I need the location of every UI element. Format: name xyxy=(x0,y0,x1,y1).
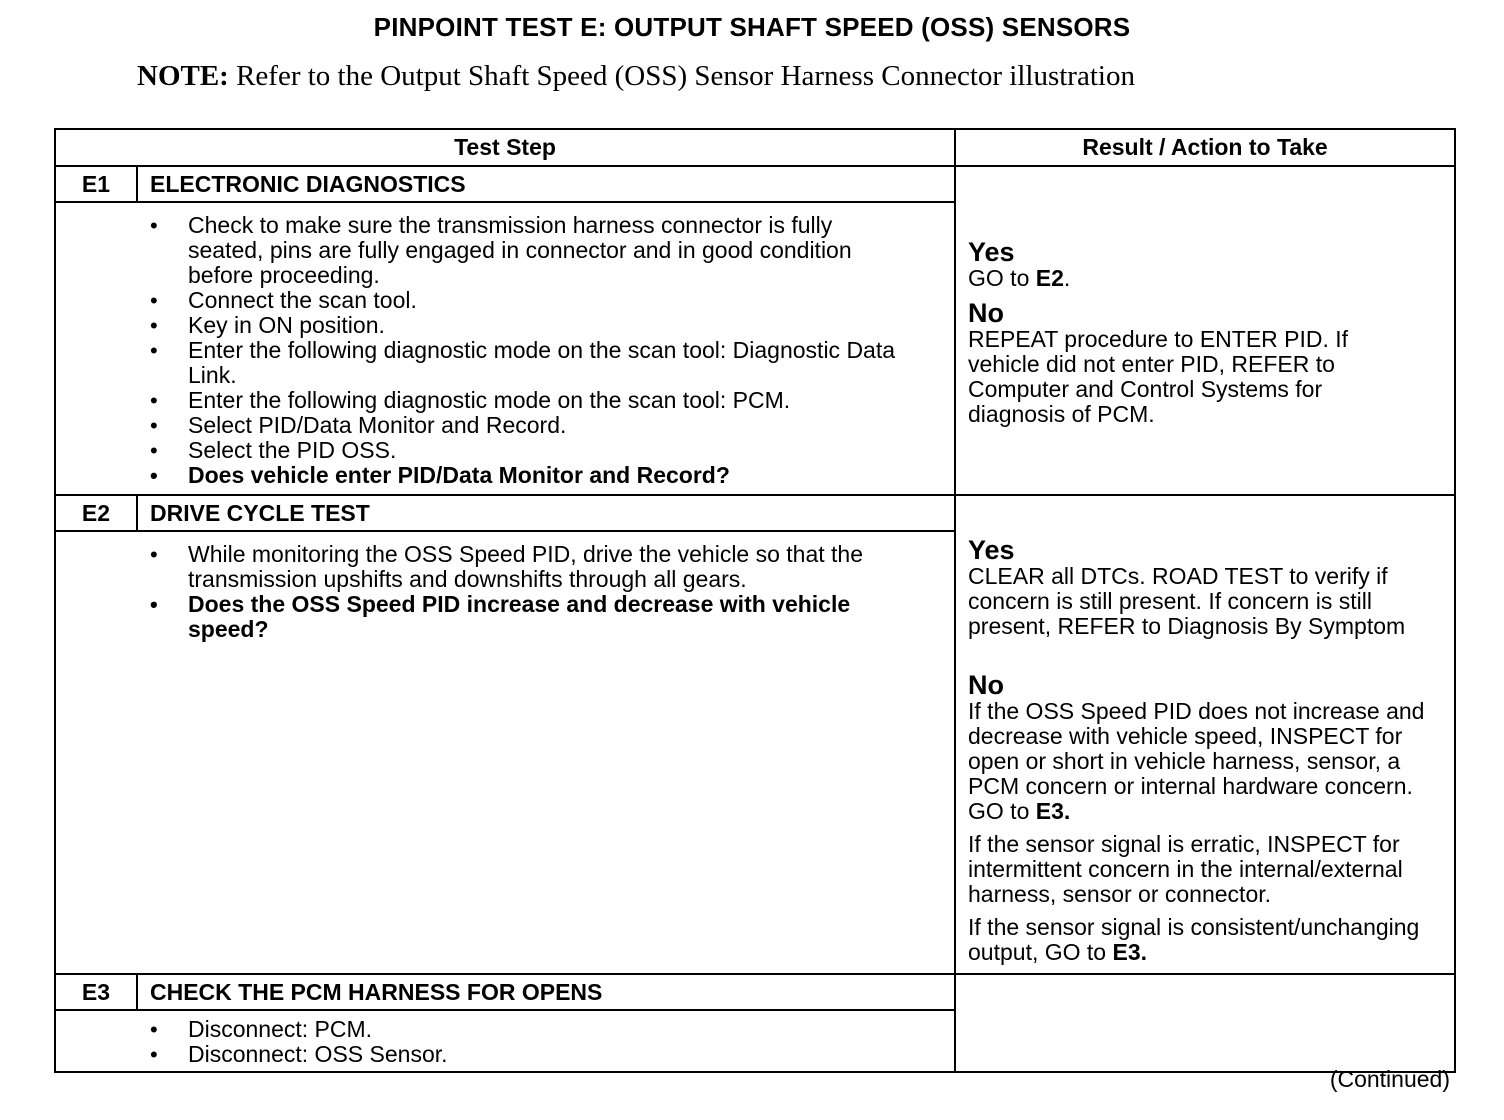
e2-yes-text: CLEAR all DTCs. ROAD TEST to verify if concern is still present. If concern is still present, REFER to Diagnosis By Symptom xyxy=(968,563,1406,639)
step-e2-steps xyxy=(55,531,955,974)
e1-no-text: REPEAT procedure to ENTER PID. If vehicle did not enter PID, REFER to Computer and Control Systems for diagnosis of PCM. xyxy=(968,326,1349,427)
e1-yes-text xyxy=(968,266,1450,291)
step-e1-name: ELECTRONIC DIAGNOSTICS xyxy=(137,166,955,202)
e2-yes-label: Yes xyxy=(968,535,1015,565)
list-item: • Connect the scan tool. xyxy=(56,288,954,313)
result-header: Result / Action to Take xyxy=(955,129,1455,166)
e2-no-p2: If the sensor signal is erratic, INSPECT for intermittent concern in the internal/external harness, sensor or connector. xyxy=(968,831,1403,907)
step-e2-question: • Does the OSS Speed PID increase and decrease with vehicle speed? xyxy=(56,592,954,642)
step-e3-name: CHECK THE PCM HARNESS FOR OPENS xyxy=(137,974,955,1010)
step-e2-result xyxy=(955,495,1455,974)
pinpoint-test-table xyxy=(54,128,1456,1073)
step-e3-id: E3 xyxy=(55,974,137,1010)
list-item: • Select the PID OSS. xyxy=(56,438,954,463)
list-item: • Select PID/Data Monitor and Record. xyxy=(56,413,954,438)
e2-no-label: No xyxy=(968,670,1005,700)
e2-no-p1-text: If the OSS Speed PID does not increase and decrease with vehicle speed, INSPECT for open or short in vehicle harness, sensor, a PCM concern or internal hardware concern. GO to xyxy=(968,698,1425,824)
step-e3-list xyxy=(56,1011,954,1071)
step-e3-steps xyxy=(55,1010,955,1072)
e1-yes-post: . xyxy=(1063,265,1071,291)
e2-no-p3-ref: E3 xyxy=(1112,939,1141,965)
page-title: PINPOINT TEST E: OUTPUT SHAFT SPEED (OSS) SENSORS xyxy=(373,12,1131,42)
e1-no-label: No xyxy=(968,298,1005,328)
note xyxy=(137,60,1135,93)
list-item: • Enter the following diagnostic mode on the scan tool: Diagnostic Data Link. xyxy=(56,338,954,388)
table-header-row xyxy=(55,129,1455,166)
step-e1-steps xyxy=(55,202,955,495)
step-e2-id: E2 xyxy=(55,495,137,531)
step-e3-result xyxy=(955,974,1455,1072)
list-item: • Disconnect: OSS Sensor. xyxy=(56,1042,954,1067)
e1-yes-pre: GO to xyxy=(968,265,1036,291)
continued-label: (Continued) xyxy=(1329,1066,1450,1092)
step-e1-question: • Does vehicle enter PID/Data Monitor and Record? xyxy=(56,463,954,488)
step-e2-title-row xyxy=(55,495,1455,531)
step-e1-id: E1 xyxy=(55,166,137,202)
list-item: • Check to make sure the transmission harness connector is fully seated, pins are fully engaged in connector and in good condition before proceeding. xyxy=(56,213,954,288)
step-e1-list xyxy=(56,203,954,494)
e2-no-p3-post: . xyxy=(1140,939,1148,965)
list-item: • Enter the following diagnostic mode on the scan tool: PCM. xyxy=(56,388,954,413)
note-text: Refer to the Output Shaft Speed (OSS) Sensor Harness Connector illustration xyxy=(228,60,1135,92)
step-e2-list xyxy=(56,532,954,648)
e1-yes-ref: E2 xyxy=(1035,265,1064,291)
step-e1-result xyxy=(955,166,1455,495)
step-e3-title-row xyxy=(55,974,1455,1010)
e2-no-p1-post: . xyxy=(1063,798,1071,824)
step-e2-name: DRIVE CYCLE TEST xyxy=(137,495,955,531)
list-item: • While monitoring the OSS Speed PID, drive the vehicle so that the transmission upshifts and downshifts through all gears. xyxy=(56,542,954,592)
list-item: • Disconnect: PCM. xyxy=(56,1017,954,1042)
e2-no-p1 xyxy=(968,699,1438,824)
test-step-header: Test Step xyxy=(55,129,955,166)
e2-no-p1-ref: E3 xyxy=(1035,798,1064,824)
step-e1-title-row xyxy=(55,166,1455,202)
note-label: NOTE: xyxy=(137,60,229,92)
e1-yes-label: Yes xyxy=(968,237,1015,267)
e2-no-p3-text: If the sensor signal is consistent/unchanging output, GO to xyxy=(968,914,1420,965)
e2-no-p3 xyxy=(968,915,1438,965)
list-item: • Key in ON position. xyxy=(56,313,954,338)
